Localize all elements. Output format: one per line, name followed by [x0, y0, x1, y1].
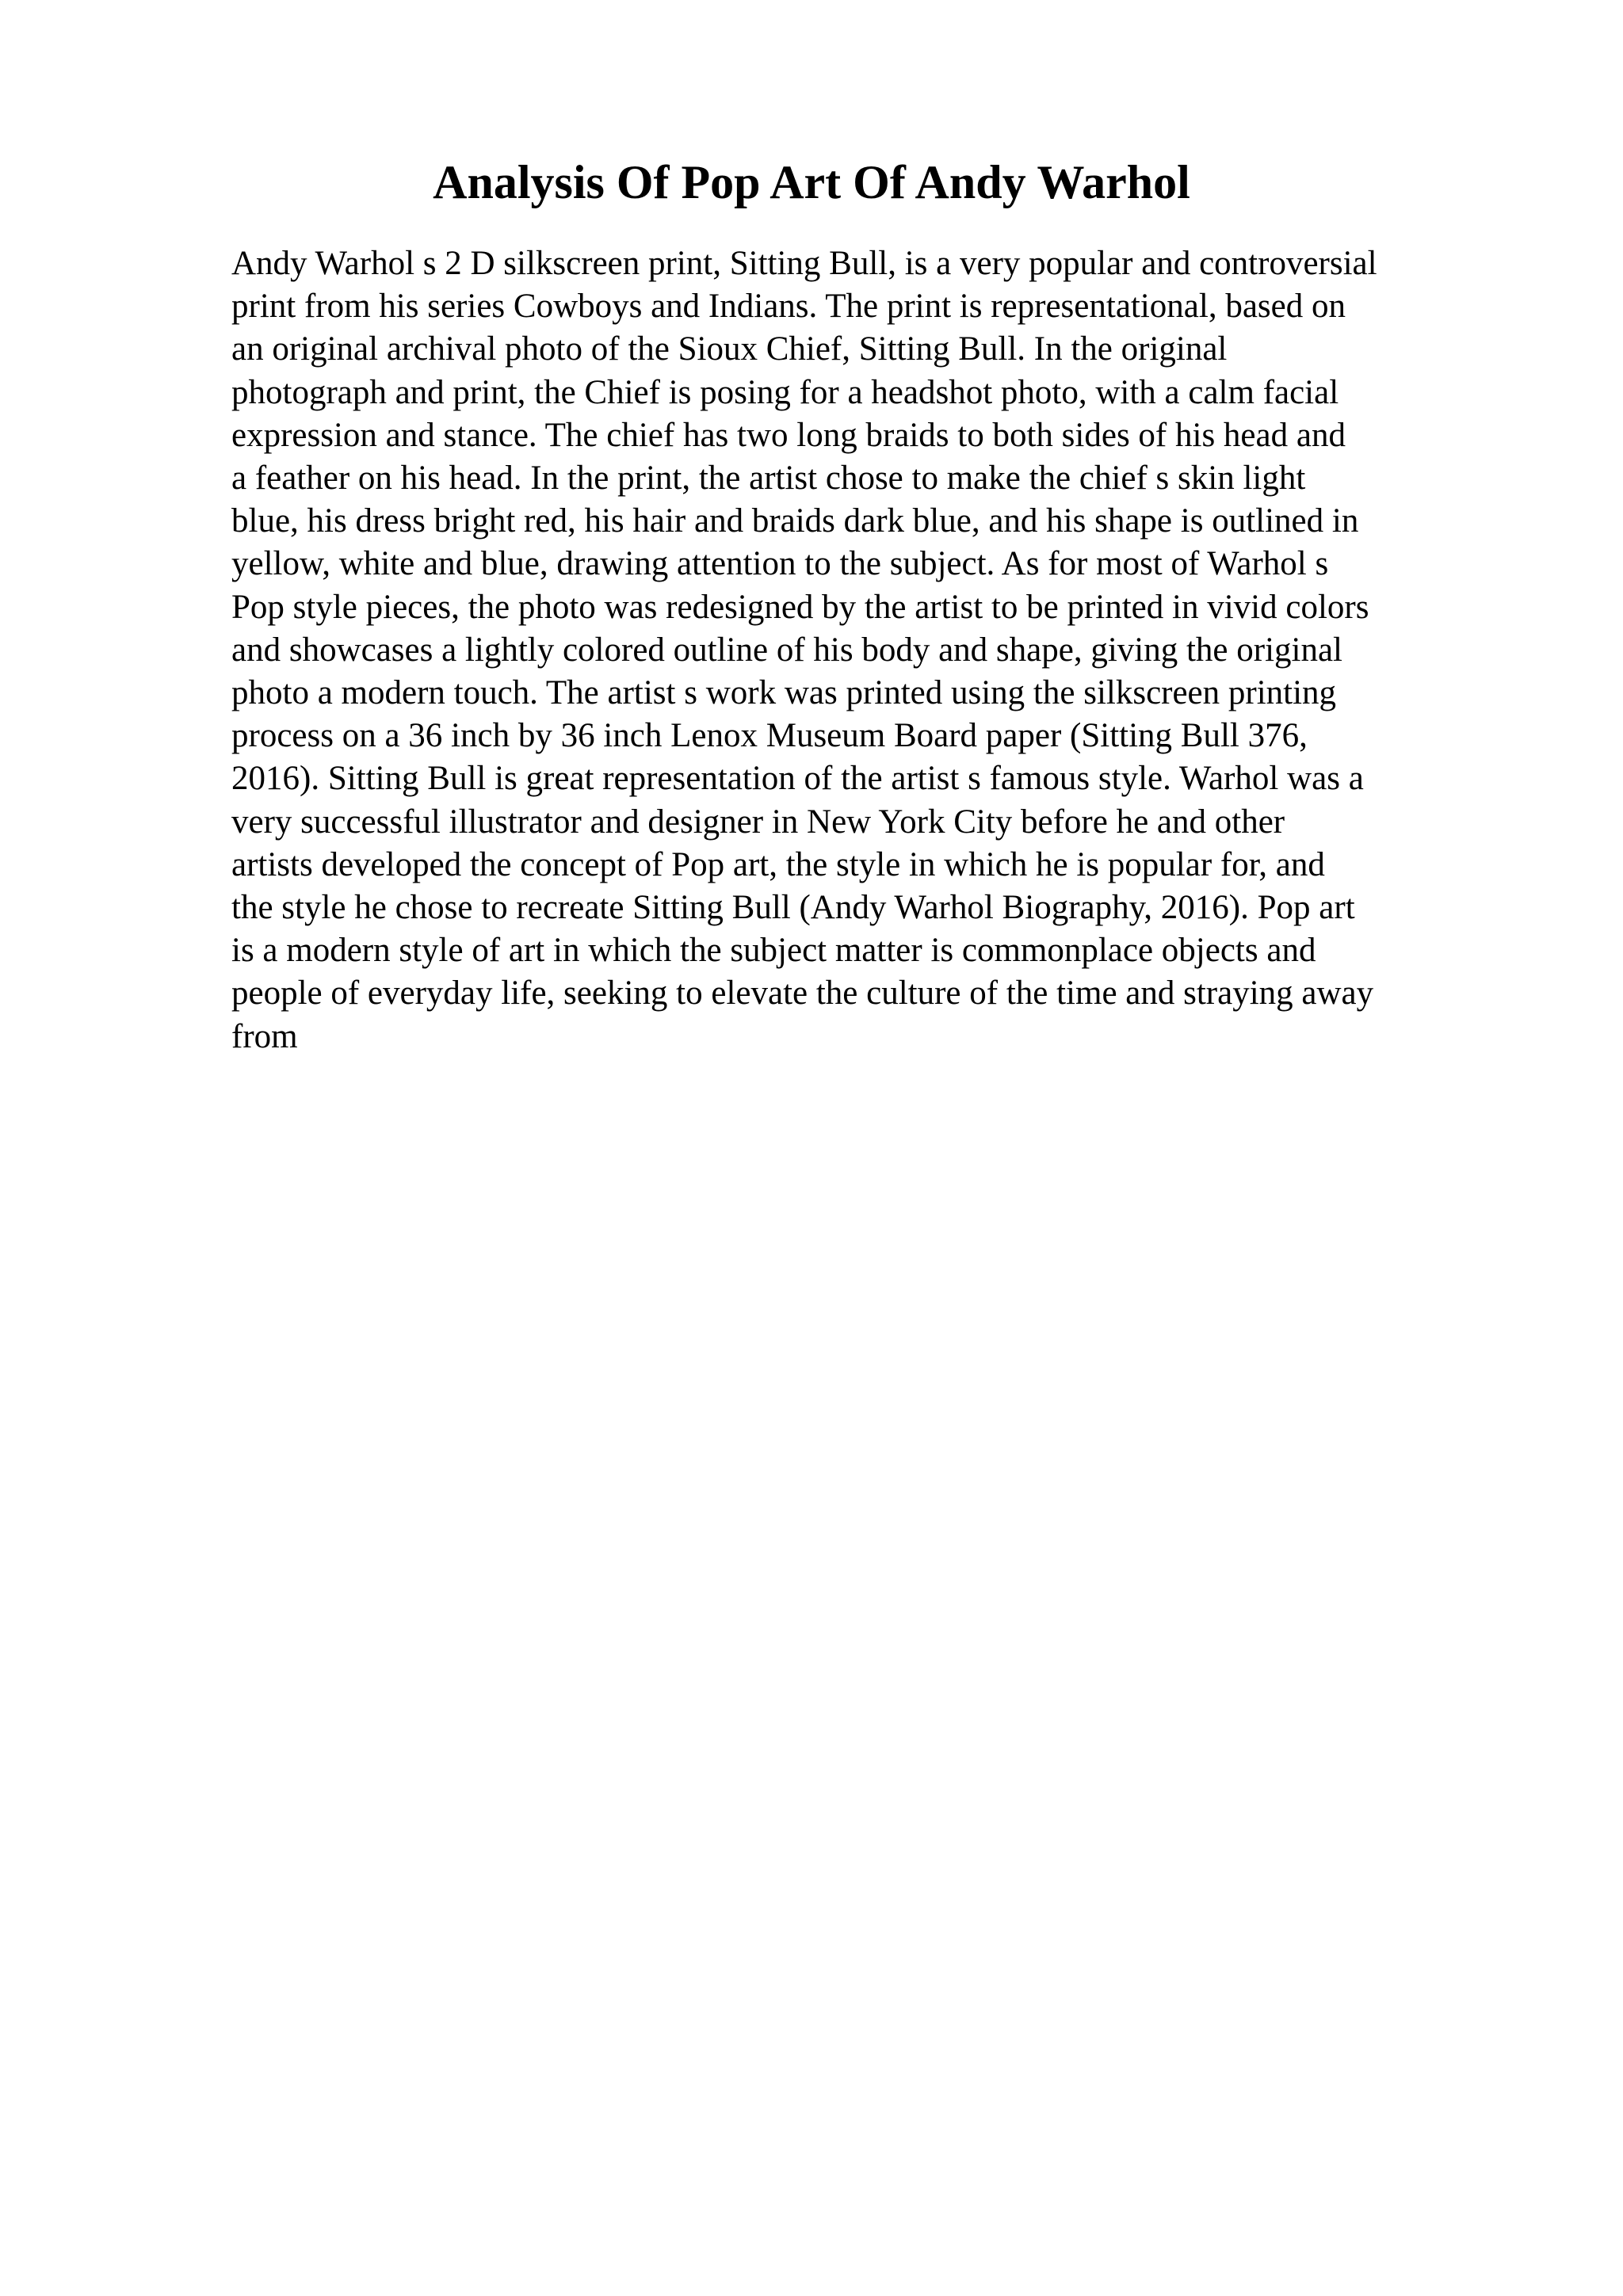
paragraph-line: 2016). Sitting Bull is great representation of the artist s famous style. Warhol was a: [231, 760, 1364, 798]
paragraph-line: photo a modern touch. The artist s work was printed using the silkscreen printing: [231, 674, 1337, 712]
paragraph-line: and showcases a lightly colored outline of his body and shape, giving the original: [231, 631, 1342, 669]
paragraph-line: a feather on his head. In the print, the artist chose to make the chief s skin light: [231, 460, 1306, 498]
paragraph-line: is a modern style of art in which the subject matter is commonplace objects and: [231, 932, 1316, 970]
paragraph-line: yellow, white and blue, drawing attention to the subject. As for most of Warhol s: [231, 545, 1329, 583]
paragraph-line: the style he chose to recreate Sitting Bull (Andy Warhol Biography, 2016). Pop art: [231, 889, 1355, 927]
paragraph-line: blue, his dress bright red, his hair and braids dark blue, and his shape is outlined in: [231, 502, 1359, 540]
paragraph-line: from: [231, 1017, 298, 1055]
paragraph-line: people of everyday life, seeking to elevate the culture of the time and straying away: [231, 974, 1374, 1013]
paragraph-line: Pop style pieces, the photo was redesigned by the artist to be printed in vivid colors: [231, 588, 1369, 626]
paragraph-line: artists developed the concept of Pop art, the style in which he is popular for, and: [231, 845, 1325, 883]
paragraph-line: expression and stance. The chief has two long braids to both sides of his head and: [231, 416, 1346, 454]
paragraph-line: process on a 36 inch by 36 inch Lenox Museum Board paper (Sitting Bull 376,: [231, 717, 1308, 755]
paragraph-line: very successful illustrator and designer in New York City before he and other: [231, 803, 1285, 841]
paragraph-line: print from his series Cowboys and Indians. The print is representational, based on: [231, 288, 1346, 326]
paragraph-line: photograph and print, the Chief is posing for a headshot photo, with a calm facial: [231, 373, 1339, 411]
paragraph-line: Andy Warhol s 2 D silkscreen print, Sitting Bull, is a very popular and controversial: [231, 245, 1377, 282]
paragraph-line: an original archival photo of the Sioux Chief, Sitting Bull. In the original: [231, 330, 1228, 368]
body-paragraph: [231, 242, 1499, 1058]
document-title: Analysis Of Pop Art Of Andy Warhol: [433, 156, 1190, 208]
